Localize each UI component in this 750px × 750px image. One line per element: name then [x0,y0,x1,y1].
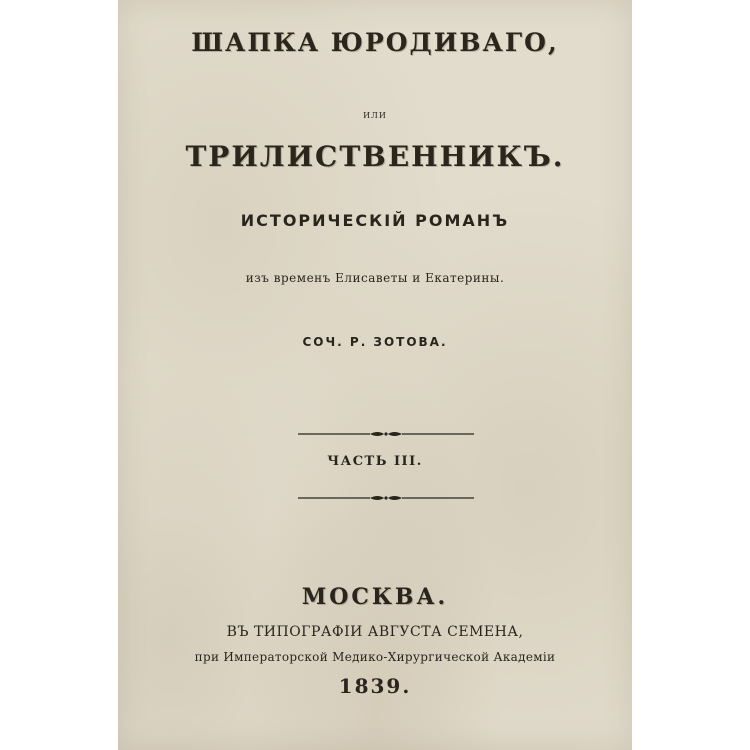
academy-line: при Императорской Медико-Хирургической Академіи [194,650,556,664]
ornamental-rule-top [298,430,474,438]
book-title: ШАПКА ЮРОДИВАГО, [191,28,559,57]
publication-city: МОСКВА. [301,584,449,610]
title-page [118,0,632,750]
ornamental-rule-bottom [298,494,474,502]
title-conjunction: или [363,108,387,121]
author-line: СОЧ. Р. ЗОТОВА. [302,335,448,349]
publication-year: 1839. [338,674,412,698]
genre-line: ИСТОРИЧЕСКІЙ РОМАНЪ [240,211,510,230]
part-number: ЧАСТЬ III. [327,454,423,469]
alternate-title: ТРИЛИСТВЕННИКЪ. [185,140,565,173]
printer-line: ВЪ ТИПОГРАФІИ АВГУСТА СЕМЕНА, [226,624,524,640]
era-line: изъ временъ Елисаветы и Екатерины. [245,271,505,285]
